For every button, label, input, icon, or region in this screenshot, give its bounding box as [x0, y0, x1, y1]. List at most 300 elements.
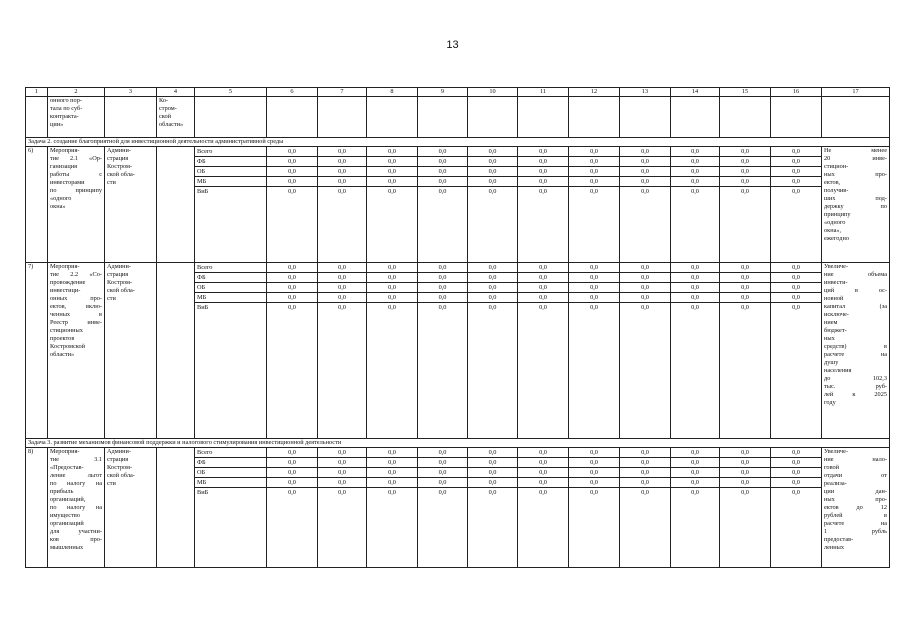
- amount-value: 0,0: [418, 293, 467, 303]
- table-cell: [367, 97, 418, 138]
- table-cell: [822, 97, 890, 138]
- text-line: ской обла-: [107, 287, 135, 294]
- value-cell: [569, 147, 620, 263]
- value-cell: [418, 147, 468, 263]
- text-line: работы с: [50, 171, 102, 178]
- text-line: населения: [824, 367, 852, 374]
- amount-value: 0,0: [518, 478, 568, 488]
- table-cell: [267, 97, 318, 138]
- amount-value: 0,0: [468, 468, 517, 478]
- amount-value: 0,0: [792, 304, 800, 311]
- table-cell: [157, 263, 195, 439]
- text-line: сти: [107, 295, 116, 302]
- amount-value: 0,0: [518, 147, 568, 157]
- amount-value: 0,0: [338, 304, 346, 311]
- text-line: ленных: [824, 544, 845, 551]
- funding-source-label: ОБ: [195, 468, 266, 478]
- target-indicator: [822, 147, 890, 263]
- value-cell: [518, 263, 569, 439]
- amount-value: 0,0: [641, 188, 649, 195]
- funding-source-label: ОБ: [195, 283, 266, 293]
- amount-value: 0,0: [367, 283, 417, 293]
- column-header: 2: [48, 88, 105, 97]
- amount-value: 0,0: [518, 273, 568, 283]
- amount-value: 0,0: [468, 263, 517, 273]
- value-cell: [367, 448, 418, 568]
- value-cell: [318, 448, 367, 568]
- amount-value: 0,0: [318, 157, 366, 167]
- amount-value: 0,0: [691, 304, 699, 311]
- text-line: ченных в: [50, 311, 102, 318]
- text-line: контракта-: [50, 113, 79, 120]
- column-header: 3: [105, 88, 157, 97]
- value-cell: [720, 448, 771, 568]
- amount-value: 0,0: [671, 293, 719, 303]
- text-line: капитал (за: [824, 303, 887, 310]
- text-line: Мероприя-: [50, 147, 80, 154]
- text-line: Костром-: [107, 464, 133, 471]
- text-line: прибыль: [50, 488, 74, 495]
- text-line: окна»: [50, 203, 66, 210]
- column-header: 15: [720, 88, 771, 97]
- amount-value: 0,0: [367, 468, 417, 478]
- amount-value: 0,0: [620, 167, 670, 177]
- text-line: ных про-: [824, 171, 887, 178]
- amount-value: 0,0: [418, 167, 467, 177]
- value-cell: [518, 448, 569, 568]
- funding-source-label: ВиБ: [197, 188, 209, 195]
- amount-value: 0,0: [338, 188, 346, 195]
- amount-value: 0,0: [620, 273, 670, 283]
- text-line: новной: [824, 295, 844, 302]
- text-line: держку по: [824, 203, 887, 210]
- amount-value: 0,0: [620, 157, 670, 167]
- amount-value: 0,0: [771, 293, 821, 303]
- value-cell: [569, 263, 620, 439]
- value-cell: [671, 448, 720, 568]
- amount-value: 0,0: [741, 304, 749, 311]
- funding-source-label: МБ: [195, 293, 266, 303]
- column-header: 14: [671, 88, 720, 97]
- amount-value: 0,0: [288, 304, 296, 311]
- text-line: окна»,: [824, 227, 842, 234]
- funding-source-label: ОБ: [195, 167, 266, 177]
- amount-value: 0,0: [569, 177, 619, 187]
- amount-value: 0,0: [367, 273, 417, 283]
- measure-name: [48, 448, 105, 568]
- text-line: инвести-: [824, 279, 848, 286]
- amount-value: 0,0: [620, 147, 670, 157]
- amount-value: 0,0: [569, 448, 619, 458]
- amount-value: 0,0: [671, 177, 719, 187]
- amount-value: 0,0: [267, 283, 317, 293]
- amount-value: 0,0: [367, 293, 417, 303]
- table-cell: [157, 97, 195, 138]
- amount-value: 0,0: [267, 157, 317, 167]
- amount-value: 0,0: [518, 458, 568, 468]
- amount-value: 0,0: [318, 478, 366, 488]
- amount-value: 0,0: [792, 188, 800, 195]
- amount-value: 0,0: [620, 263, 670, 273]
- amount-value: 0,0: [367, 147, 417, 157]
- value-cell: [418, 448, 468, 568]
- amount-value: 0,0: [367, 177, 417, 187]
- text-line: ций в ос-: [824, 287, 887, 294]
- text-line: страция: [107, 155, 129, 162]
- amount-value: 0,0: [720, 293, 770, 303]
- column-header: 6: [267, 88, 318, 97]
- funding-sources: [195, 448, 267, 568]
- funding-source-label: Всего: [195, 448, 266, 458]
- amount-value: 0,0: [418, 273, 467, 283]
- text-line: 20 инве-: [824, 155, 887, 162]
- text-line: ции дан-: [824, 488, 887, 495]
- amount-value: 0,0: [468, 458, 517, 468]
- amount-value: 0,0: [590, 489, 598, 496]
- amount-value: 0,0: [720, 177, 770, 187]
- amount-value: 0,0: [620, 283, 670, 293]
- text-line: ской обла-: [107, 171, 135, 178]
- text-line: ской обла-: [107, 472, 135, 479]
- amount-value: 0,0: [488, 188, 497, 195]
- amount-value: 0,0: [569, 147, 619, 157]
- amount-value: 0,0: [488, 304, 497, 311]
- amount-value: 0,0: [438, 188, 447, 195]
- amount-value: 0,0: [771, 458, 821, 468]
- amount-value: 0,0: [720, 283, 770, 293]
- row-number: 7): [26, 263, 48, 439]
- value-cell: [468, 263, 518, 439]
- amount-value: 0,0: [671, 263, 719, 273]
- amount-value: 0,0: [518, 293, 568, 303]
- amount-value: 0,0: [671, 448, 719, 458]
- amount-value: 0,0: [367, 167, 417, 177]
- text-line: ектов, вклю-: [50, 303, 102, 310]
- task-row: [26, 439, 890, 448]
- text-line: тала по суб-: [50, 105, 83, 112]
- value-cell: [720, 147, 771, 263]
- amount-value: 0,0: [418, 157, 467, 167]
- table-cell: [620, 97, 671, 138]
- text-line: душу: [824, 359, 839, 366]
- amount-value: 0,0: [671, 273, 719, 283]
- text-line: тие 2.2 «Со-: [50, 271, 102, 278]
- text-line: сти: [107, 480, 116, 487]
- value-cell: [620, 448, 671, 568]
- task-title: Задача 3. развитие механизмов финансовой поддержки и налогового стимулирования инвестиционной деятельности: [26, 439, 890, 448]
- amount-value: 0,0: [771, 273, 821, 283]
- column-header: 9: [418, 88, 468, 97]
- table-cell: [468, 97, 518, 138]
- column-header: 11: [518, 88, 569, 97]
- funding-source-label: Всего: [195, 263, 266, 273]
- amount-value: 0,0: [468, 448, 517, 458]
- value-cell: [267, 263, 318, 439]
- column-header: 4: [157, 88, 195, 97]
- header-row: [26, 88, 890, 97]
- text-line: Админи-: [107, 448, 131, 455]
- amount-value: 0,0: [720, 263, 770, 273]
- text-line: «Предостав-: [50, 464, 84, 471]
- text-line: Не менее: [824, 147, 887, 154]
- column-header: 5: [195, 88, 267, 97]
- text-line: стицион-: [824, 163, 849, 170]
- amount-value: 0,0: [338, 489, 346, 496]
- amount-value: 0,0: [569, 283, 619, 293]
- text-line: получив-: [824, 187, 849, 194]
- column-header: 10: [468, 88, 518, 97]
- amount-value: 0,0: [518, 448, 568, 458]
- amount-value: 0,0: [418, 458, 467, 468]
- text-line: тыс. руб-: [824, 383, 887, 390]
- amount-value: 0,0: [720, 458, 770, 468]
- text-line: Ко-: [159, 97, 169, 104]
- text-line: Реестр инве-: [50, 319, 102, 326]
- amount-value: 0,0: [720, 167, 770, 177]
- value-cell: [468, 147, 518, 263]
- text-line: Увеличе-: [824, 448, 849, 455]
- amount-value: 0,0: [569, 273, 619, 283]
- amount-value: 0,0: [620, 293, 670, 303]
- amount-value: 0,0: [518, 468, 568, 478]
- amount-value: 0,0: [267, 147, 317, 157]
- funding-source-label: МБ: [195, 177, 266, 187]
- amount-value: 0,0: [488, 489, 497, 496]
- amount-value: 0,0: [318, 458, 366, 468]
- amount-value: 0,0: [518, 157, 568, 167]
- text-line: ние нало-: [824, 456, 887, 463]
- amount-value: 0,0: [418, 478, 467, 488]
- amount-value: 0,0: [267, 167, 317, 177]
- column-header: 7: [318, 88, 367, 97]
- amount-value: 0,0: [569, 458, 619, 468]
- amount-value: 0,0: [518, 167, 568, 177]
- amount-value: 0,0: [792, 489, 800, 496]
- table-cell: [48, 97, 105, 138]
- amount-value: 0,0: [318, 263, 366, 273]
- amount-value: 0,0: [620, 468, 670, 478]
- text-line: «одного: [50, 195, 72, 202]
- amount-value: 0,0: [671, 478, 719, 488]
- amount-value: 0,0: [318, 167, 366, 177]
- amount-value: 0,0: [569, 468, 619, 478]
- table-cell: [105, 97, 157, 138]
- target-indicator: [822, 448, 890, 568]
- text-line: для участни-: [50, 528, 102, 535]
- amount-value: 0,0: [771, 283, 821, 293]
- value-cell: [671, 147, 720, 263]
- text-line: 1 рубль: [824, 528, 887, 535]
- text-line: Увеличе-: [824, 263, 849, 270]
- amount-value: 0,0: [671, 458, 719, 468]
- text-line: по принципу: [50, 187, 102, 194]
- amount-value: 0,0: [318, 293, 366, 303]
- text-line: исключе-: [824, 311, 849, 318]
- value-cell: [318, 263, 367, 439]
- amount-value: 0,0: [720, 147, 770, 157]
- value-cell: [418, 263, 468, 439]
- column-header: 8: [367, 88, 418, 97]
- amount-value: 0,0: [569, 157, 619, 167]
- amount-value: 0,0: [367, 478, 417, 488]
- funding-source-label: ВиБ: [197, 304, 209, 311]
- amount-value: 0,0: [318, 448, 366, 458]
- amount-value: 0,0: [671, 147, 719, 157]
- amount-value: 0,0: [569, 167, 619, 177]
- amount-value: 0,0: [318, 283, 366, 293]
- amount-value: 0,0: [288, 188, 296, 195]
- amount-value: 0,0: [771, 478, 821, 488]
- amount-value: 0,0: [367, 263, 417, 273]
- task-title: Задача 2. создание благоприятной для инвестиционной деятельности административной среды: [26, 138, 890, 147]
- text-line: области»: [50, 351, 75, 358]
- amount-value: 0,0: [468, 293, 517, 303]
- amount-value: 0,0: [468, 157, 517, 167]
- measure-name: [48, 147, 105, 263]
- column-header: 13: [620, 88, 671, 97]
- amount-value: 0,0: [438, 304, 447, 311]
- text-line: инвесторами: [50, 179, 85, 186]
- budget-table: [25, 87, 890, 568]
- amount-value: 0,0: [418, 147, 467, 157]
- row-number: 6): [26, 147, 48, 263]
- text-line: средств) в: [824, 343, 887, 350]
- amount-value: 0,0: [771, 177, 821, 187]
- text-line: нием: [824, 319, 838, 326]
- text-line: страция: [107, 271, 129, 278]
- amount-value: 0,0: [468, 177, 517, 187]
- text-line: тие 2.1 «Ор-: [50, 155, 102, 162]
- table-cell: [569, 97, 620, 138]
- text-line: ление льгот: [50, 472, 102, 479]
- funding-sources: [195, 263, 267, 439]
- text-line: по налогу на: [50, 480, 102, 487]
- task-row: [26, 138, 890, 147]
- table-cell: [157, 448, 195, 568]
- amount-value: 0,0: [468, 478, 517, 488]
- text-line: инвестици-: [50, 287, 81, 294]
- text-line: ции»: [50, 121, 64, 128]
- amount-value: 0,0: [771, 448, 821, 458]
- measure-executor: [105, 448, 157, 568]
- amount-value: 0,0: [418, 448, 467, 458]
- measure-name: [48, 263, 105, 439]
- amount-value: 0,0: [671, 157, 719, 167]
- table-cell: [157, 147, 195, 263]
- amount-value: 0,0: [539, 304, 547, 311]
- amount-value: 0,0: [288, 489, 296, 496]
- amount-value: 0,0: [267, 177, 317, 187]
- amount-value: 0,0: [620, 448, 670, 458]
- table-cell: [518, 97, 569, 138]
- continuation-row: [26, 97, 890, 138]
- amount-value: 0,0: [267, 478, 317, 488]
- text-line: реализа-: [824, 480, 847, 487]
- text-line: отдачи от: [824, 472, 887, 479]
- funding-sources: [195, 147, 267, 263]
- text-line: бюджет-: [824, 327, 847, 334]
- amount-value: 0,0: [367, 157, 417, 167]
- amount-value: 0,0: [367, 448, 417, 458]
- amount-value: 0,0: [518, 283, 568, 293]
- amount-value: 0,0: [741, 489, 749, 496]
- amount-value: 0,0: [641, 304, 649, 311]
- amount-value: 0,0: [720, 273, 770, 283]
- amount-value: 0,0: [518, 263, 568, 273]
- amount-value: 0,0: [720, 478, 770, 488]
- text-line: году: [824, 399, 836, 406]
- amount-value: 0,0: [318, 177, 366, 187]
- table-cell: [318, 97, 367, 138]
- text-line: Мероприя-: [50, 263, 80, 270]
- value-cell: [367, 263, 418, 439]
- text-line: Костром-: [107, 163, 133, 170]
- amount-value: 0,0: [418, 263, 467, 273]
- value-cell: [771, 147, 822, 263]
- text-line: страция: [107, 456, 129, 463]
- amount-value: 0,0: [620, 177, 670, 187]
- amount-value: 0,0: [671, 468, 719, 478]
- measure-row: [26, 448, 890, 568]
- text-line: «одного: [824, 219, 846, 226]
- amount-value: 0,0: [771, 147, 821, 157]
- value-cell: [720, 263, 771, 439]
- value-cell: [367, 147, 418, 263]
- amount-value: 0,0: [771, 263, 821, 273]
- text-line: ных про-: [824, 496, 887, 503]
- funding-source-label: ФБ: [195, 157, 266, 167]
- target-indicator: [822, 263, 890, 439]
- amount-value: 0,0: [569, 293, 619, 303]
- amount-value: 0,0: [468, 167, 517, 177]
- amount-value: 0,0: [620, 478, 670, 488]
- amount-value: 0,0: [771, 167, 821, 177]
- text-line: организаций: [50, 520, 84, 527]
- value-cell: [771, 263, 822, 439]
- text-line: ших под-: [824, 195, 887, 202]
- value-cell: [267, 448, 318, 568]
- table-cell: [418, 97, 468, 138]
- value-cell: [671, 263, 720, 439]
- text-line: стиционных: [50, 327, 83, 334]
- value-cell: [569, 448, 620, 568]
- amount-value: 0,0: [620, 458, 670, 468]
- funding-source-label: ВиБ: [197, 489, 209, 496]
- text-line: организаций,: [50, 496, 86, 503]
- text-line: Мероприя-: [50, 448, 80, 455]
- text-line: предостав-: [824, 536, 854, 543]
- funding-source-label: Всего: [195, 147, 266, 157]
- amount-value: 0,0: [388, 188, 396, 195]
- column-header: 12: [569, 88, 620, 97]
- text-line: проектов: [50, 335, 75, 342]
- table-cell: [26, 97, 48, 138]
- page-number: 13: [446, 39, 459, 51]
- text-line: ской: [159, 113, 172, 120]
- text-line: Костромской: [50, 343, 86, 350]
- amount-value: 0,0: [318, 147, 366, 157]
- text-line: онного пор-: [50, 97, 82, 104]
- text-line: Админи-: [107, 263, 131, 270]
- text-line: говой: [824, 464, 840, 471]
- text-line: мышленных: [50, 544, 84, 551]
- amount-value: 0,0: [671, 283, 719, 293]
- text-line: ние объема: [824, 271, 887, 278]
- text-line: ектов,: [824, 179, 841, 186]
- measure-row: [26, 263, 890, 439]
- amount-value: 0,0: [468, 147, 517, 157]
- table-cell: [720, 97, 771, 138]
